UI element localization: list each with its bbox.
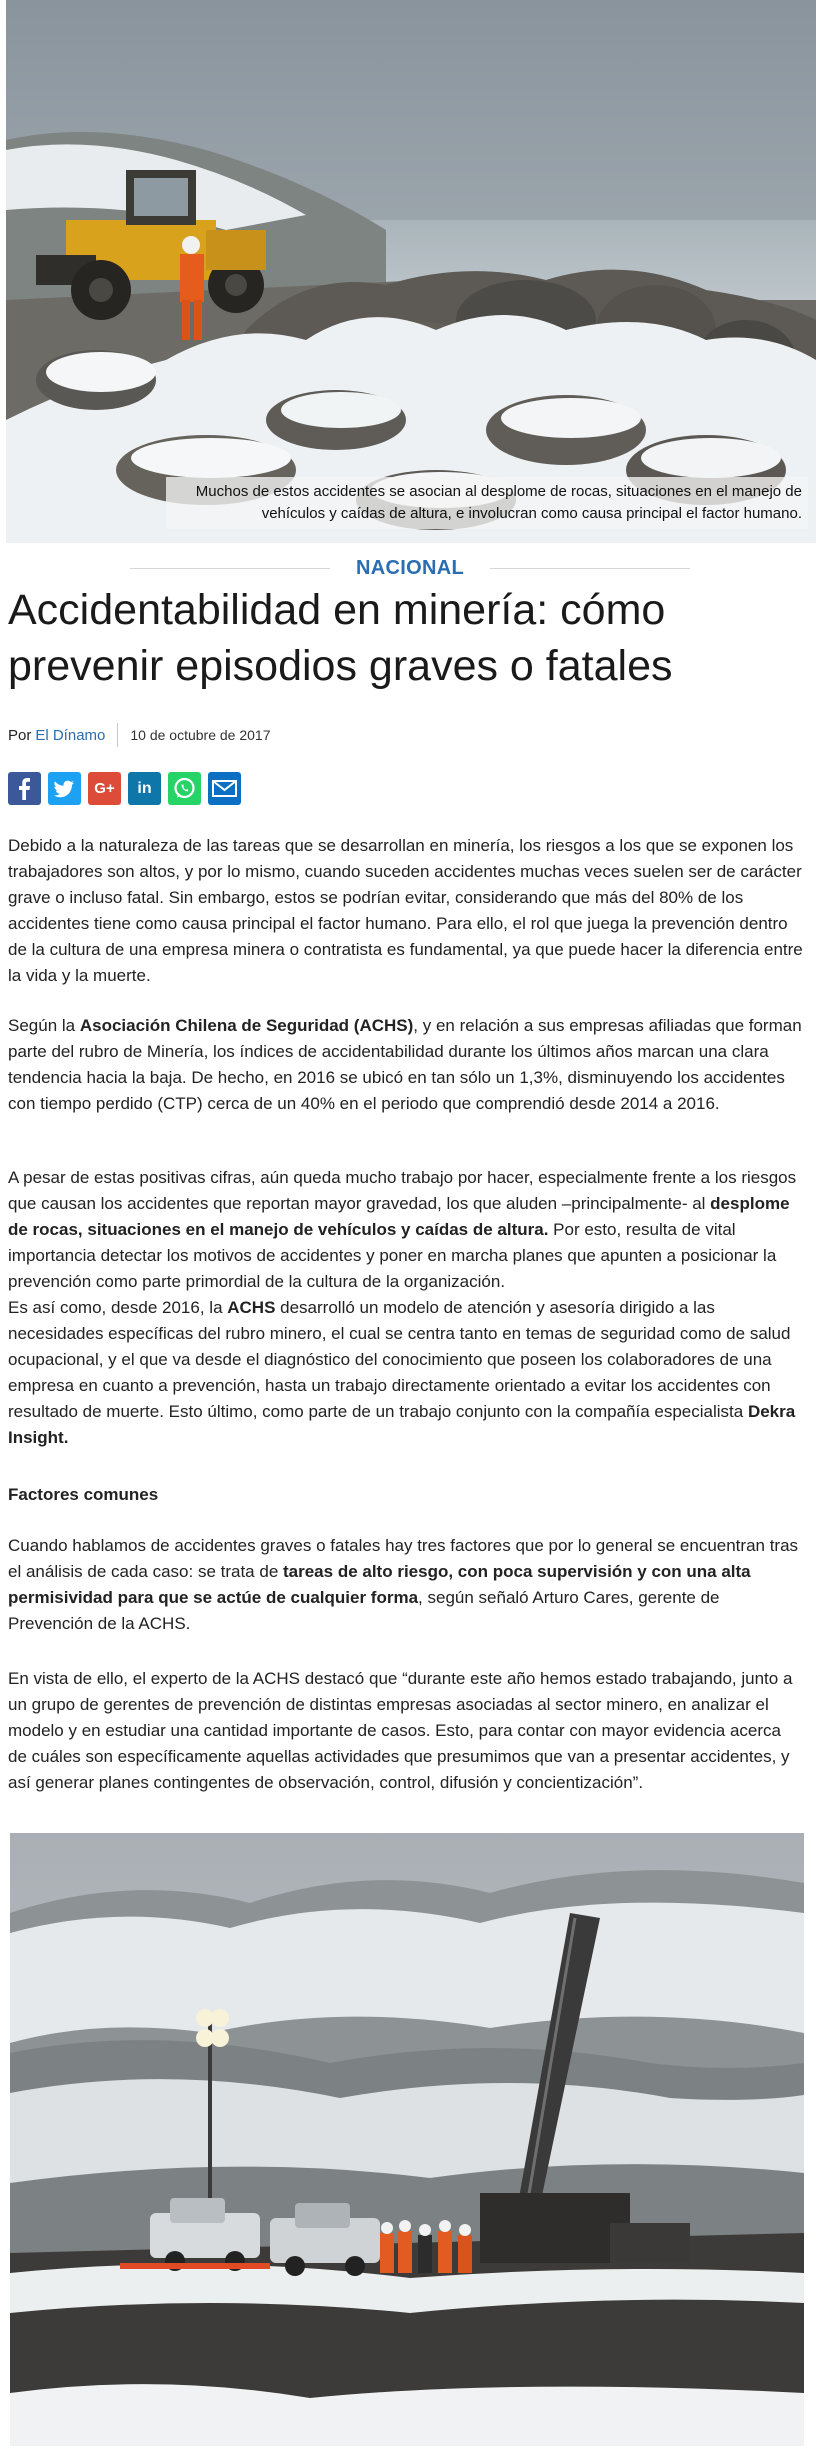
hero-caption: Muchos de estos accidentes se asocian al desplome de rocas, situaciones en el manejo de vehículos y caídas de altura, e involucran como causa principal el factor humano. bbox=[166, 477, 808, 529]
google-plus-share-button[interactable] bbox=[88, 772, 121, 805]
article-paragraph-2 bbox=[8, 1013, 804, 1117]
p5-bold: tareas de alto riesgo, con poca supervisión y con una alta permisividad para que se actúe de cualquier forma bbox=[8, 1562, 751, 1607]
byline-prefix: Por bbox=[8, 726, 32, 744]
byline bbox=[8, 722, 271, 748]
p5-text-c: , según señaló Arturo Cares, gerente de Prevención de la ACHS. bbox=[8, 1588, 720, 1633]
article-paragraph-3 bbox=[8, 1165, 804, 1295]
author-link[interactable]: El Dínamo bbox=[35, 726, 106, 744]
divider-left bbox=[130, 568, 330, 569]
subheading-factores: Factores comunes bbox=[8, 1485, 159, 1504]
p3-text-c: Por esto, resulta de vital importancia detectar los motivos de accidentes y poner en marcha planes que apunten a posicionar la prevención como parte primordial de la cultura de la organización. bbox=[8, 1220, 777, 1291]
drilling-rig-scene-image bbox=[10, 1833, 804, 2446]
section-label[interactable]: NACIONAL bbox=[356, 556, 464, 579]
google-plus-icon: G+ bbox=[94, 780, 115, 797]
article-paragraph-4 bbox=[8, 1295, 804, 1451]
byline-divider bbox=[117, 723, 118, 747]
facebook-icon bbox=[8, 772, 41, 805]
linkedin-icon: in bbox=[137, 779, 152, 797]
drilling-site-photo bbox=[10, 1833, 804, 2446]
p2-text-c: , y en relación a sus empresas afiliadas que forman parte del rubro de Minería, los índices de accidentabilidad durante los últimos años marcan una clara tendencia hacia la baja. De hecho, en 2016 se ubicó en tan sólo un 1,3%, disminuyendo los accidentes con tiempo perdido (CTP) cerca de un 40% en el periodo que comprendió desde 2014 a 2016. bbox=[8, 1016, 802, 1113]
article-paragraph-1: Debido a la naturaleza de las tareas que se desarrollan en minería, los riesgos a los que se exponen los trabajadores son altos, y por lo mismo, cuando suceden accidentes muchas veces suelen ser de carácter grave o incluso fatal. Sin embargo, estos se podrían evitar, considerando que más del 80% de los accidentes tiene como causa principal el factor humano. Para ello, el rol que juega la prevención dentro de la cultura de una empresa minera o contratista es fundamental, ya que puede hacer la diferencia entre la vida y la muerte. bbox=[8, 836, 803, 985]
share-bar bbox=[8, 772, 241, 805]
hero-photo bbox=[6, 0, 816, 543]
p4-text-a: Es así como, desde 2016, la bbox=[8, 1298, 228, 1317]
p2-text-a: Según la bbox=[8, 1016, 80, 1035]
hero-mining-scene-image bbox=[6, 0, 816, 543]
p4-bold-achs: ACHS bbox=[227, 1298, 276, 1317]
p4-text-c: desarrolló un modelo de atención y asesoría dirigido a las necesidades específicas del rubro minero, el cual se centra tanto en temas de seguridad como de salud ocupacional, y el que va desde el diagnóstico del conocimiento que poseen los colaboradores de una empresa en cuanto a prevención, hasta un trabajo directamente orientado a evitar los accidentes con resultado de muerte. Esto último, como parte de un trabajo conjunto con la compañía especialista bbox=[8, 1298, 791, 1421]
divider-right bbox=[490, 568, 690, 569]
section-header bbox=[130, 555, 690, 581]
linkedin-share-button[interactable] bbox=[128, 772, 161, 805]
article-title: Accidentabilidad en minería: cómo prevenir episodios graves o fatales bbox=[8, 586, 673, 690]
email-icon bbox=[208, 772, 241, 805]
p5-text-a: Cuando hablamos de accidentes graves o fatales hay tres factores que por lo general se encuentran tras el análisis de cada caso: se trata de bbox=[8, 1536, 799, 1581]
whatsapp-share-button[interactable] bbox=[168, 772, 201, 805]
facebook-share-button[interactable] bbox=[8, 772, 41, 805]
article-paragraph-6: En vista de ello, el experto de la ACHS destacó que “durante este año hemos estado trabajando, junto a un grupo de gerentes de prevención de distintas empresas asociadas al sector minero, en analizar el modelo y en estudiar una cantidad importante de casos. Esto, para contar con mayor evidencia acerca de cuáles son específicamente aquellas actividades que presumimos que van a presentar accidentes, y así generar planes contingentes de observación, control, difusión y concientización”. bbox=[8, 1669, 793, 1792]
publish-date: 10 de octubre de 2017 bbox=[130, 727, 271, 743]
email-share-button[interactable] bbox=[208, 772, 241, 805]
p3-bold: desplome de rocas, situaciones en el manejo de vehículos y caídas de altura. bbox=[8, 1194, 790, 1239]
article-paragraph-5 bbox=[8, 1533, 804, 1637]
whatsapp-icon bbox=[168, 772, 201, 805]
twitter-share-button[interactable] bbox=[48, 772, 81, 805]
p4-bold-dekra: Dekra Insight. bbox=[8, 1402, 796, 1447]
achs-bold: Asociación Chilena de Seguridad (ACHS) bbox=[79, 1016, 414, 1035]
twitter-icon bbox=[48, 772, 81, 805]
p3-text-a: A pesar de estas positivas cifras, aún queda mucho trabajo por hacer, especialmente frente a los riesgos que causan los accidentes que reportan mayor gravedad, los que aluden –principalmente- al bbox=[8, 1168, 797, 1213]
